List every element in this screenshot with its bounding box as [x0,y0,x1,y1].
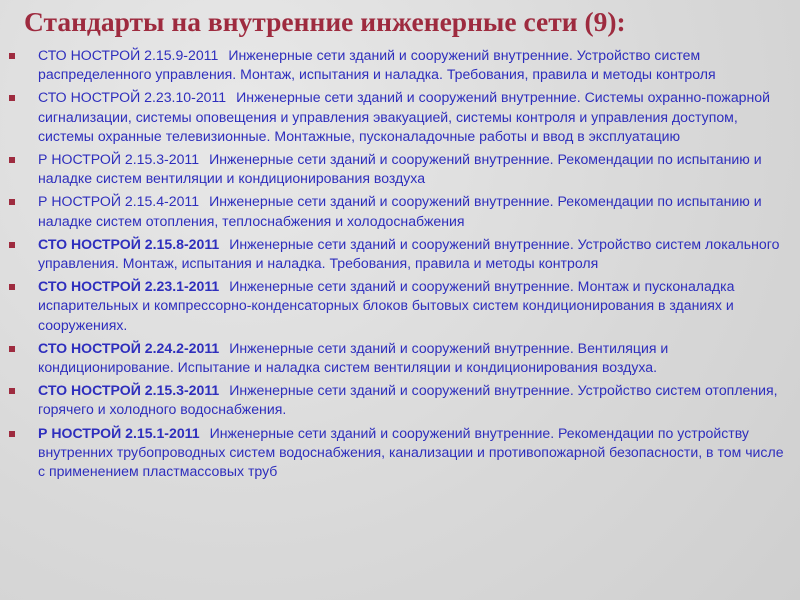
list-item [0,235,800,273]
list-item [0,88,800,146]
list-item [0,46,800,84]
standard-code: Р НОСТРОЙ 2.15.3-2011 [38,151,200,168]
list-item [0,424,800,482]
standard-description: Инженерные сети зданий и сооружений внутренние. Устройство систем распределенного управления. Монтаж, испытания и наладка. Требования, правила и методы контроля [38,47,716,83]
list-item [0,339,800,377]
square-bullet-icon [9,157,15,163]
list-item [0,192,800,230]
standard-description: Инженерные сети зданий и сооружений внутренние. Монтаж и пусконаладка испарительных и компрессорно-конденсаторных блоков бытовых систем кондиционирования в зданиях и сооружениях. [38,278,735,333]
standards-list [0,46,800,485]
slide-title: Стандарты на внутренние инженерные сети (9): [24,6,626,37]
standard-code: СТО НОСТРОЙ 2.23.10-2011 [38,89,227,106]
square-bullet-icon [9,95,15,101]
standard-description: Инженерные сети зданий и сооружений внутренние. Вентиляция и кондиционирование. Испытание и наладка систем вентиляции и кондиционирования воздуха. [38,339,669,376]
standard-code: Р НОСТРОЙ 2.15.4-2011 [38,193,200,210]
standard-description: Инженерные сети зданий и сооружений внутренние. Рекомендации по устройству внутренних трубопроводных систем водоснабжения, канализации и противопожарной безопасности, в том числе с применением пластмассовых труб [38,424,784,480]
square-bullet-icon [9,242,15,248]
list-item [0,381,800,419]
standard-description: Инженерные сети зданий и сооружений внутренние. Рекомендации по испытанию и наладке систем отопления, теплоснабжения и холодоснабжения [38,193,762,229]
square-bullet-icon [9,199,15,205]
standard-code: СТО НОСТРОЙ 2.24.2-2011 [38,339,220,356]
standard-description: Инженерные сети зданий и сооружений внутренние. Устройство систем отопления, горячего и холодного водоснабжения. [38,382,778,418]
standard-description: Инженерные сети зданий и сооружений внутренние. Рекомендации по испытанию и наладке систем вентиляции и кондиционирования воздуха [38,151,762,187]
square-bullet-icon [9,431,15,437]
standard-code: СТО НОСТРОЙ 2.23.1-2011 [38,278,220,295]
standard-code: СТО НОСТРОЙ 2.15.9-2011 [38,47,219,63]
square-bullet-icon [9,53,15,59]
standard-code: СТО НОСТРОЙ 2.15.8-2011 [38,235,220,252]
square-bullet-icon [9,284,15,290]
standard-description: Инженерные сети зданий и сооружений внутренние. Устройство систем локального управления. Монтаж, испытания и наладка. Требования, правила и методы контроля [38,235,780,272]
standard-code: Р НОСТРОЙ 2.15.1-2011 [38,424,200,441]
list-item [0,150,800,188]
square-bullet-icon [9,388,15,394]
standard-description: Инженерные сети зданий и сооружений внутренние. Системы охранно-пожарной сигнализации, системы оповещения и управления эвакуацией, системы контроля и управления доступом, системы охранные телевизионные. Монтажные, пусконаладочные работы и ввод в эксплуатацию [38,89,770,144]
standard-code: СТО НОСТРОЙ 2.15.3-2011 [38,382,220,399]
square-bullet-icon [9,346,15,352]
list-item [0,277,800,335]
